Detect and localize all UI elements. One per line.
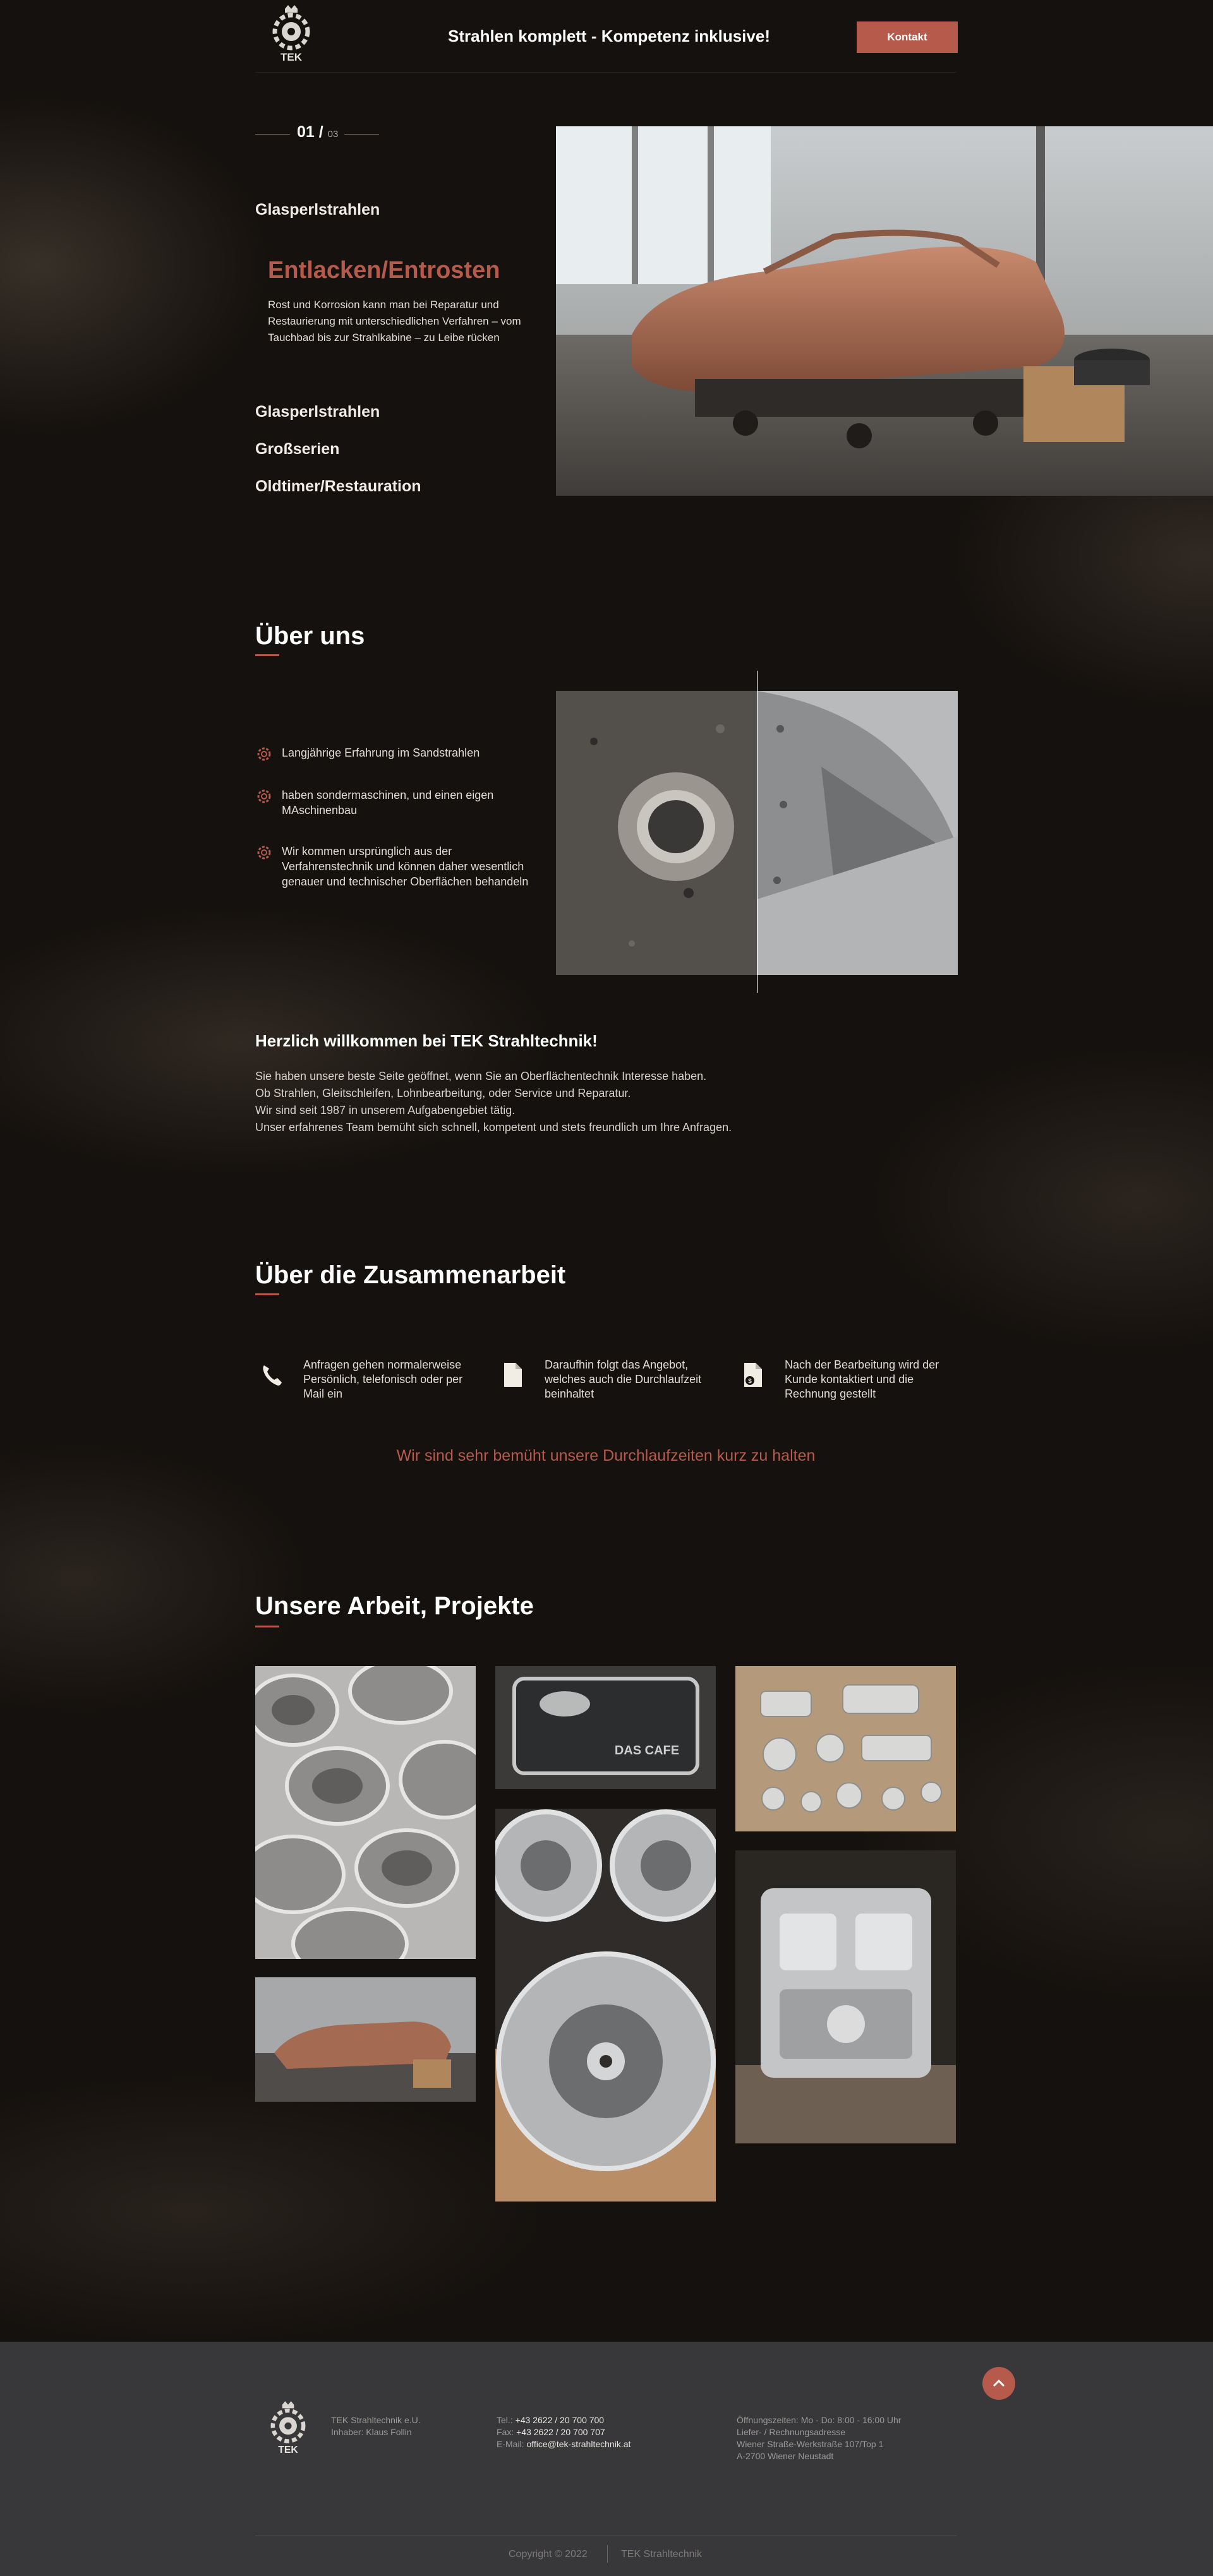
hero-item-glasperlstrahlen-2[interactable]: Glasperlstrahlen xyxy=(255,403,380,421)
invoice-icon xyxy=(742,1362,764,1388)
slide-counter-total: 03 xyxy=(327,129,339,140)
hero-item-grossserien[interactable]: Großserien xyxy=(255,440,340,458)
compare-slider-handle[interactable] xyxy=(757,671,758,993)
footer-hours: Öffnungszeiten: Mo - Do: 8:00 - 16:00 Uhr xyxy=(737,2415,902,2425)
cooperation-title: Über die Zusammenarbeit xyxy=(255,1261,566,1289)
back-to-top-button[interactable] xyxy=(982,2367,1015,2400)
project-image-car[interactable] xyxy=(255,1977,476,2102)
counter-line-right xyxy=(344,134,379,135)
project-image-wheels[interactable] xyxy=(495,1809,716,2202)
project-image-tray[interactable] xyxy=(495,1666,716,1789)
about-feature-text: haben sondermaschinen, und einen eigen MAschinenbau xyxy=(282,789,494,817)
footer-tel-value[interactable]: +43 2622 / 20 700 700 xyxy=(515,2415,605,2425)
cooperation-step-text: Daraufhin folgt das Angebot, welches auch die Durchlaufzeit beinhaltet xyxy=(545,1358,702,1400)
project-image-parts[interactable] xyxy=(255,1666,476,1959)
gear-icon xyxy=(255,844,273,861)
logo-text: TEK xyxy=(281,51,302,63)
about-title: Über uns xyxy=(255,622,365,650)
phone-icon xyxy=(260,1362,283,1388)
footer-city: A-2700 Wiener Neustadt xyxy=(737,2451,834,2461)
footer-logo[interactable] xyxy=(263,2400,313,2457)
footer-mail-link[interactable]: office@tek-strahltechnik.at xyxy=(526,2439,631,2449)
gear-icon xyxy=(255,788,273,805)
cooperation-note: Wir sind sehr bemüht unsere Durchlaufzeiten kurz zu halten xyxy=(396,1447,816,1465)
about-feature-text: Langjährige Erfahrung im Sandstrahlen xyxy=(282,746,480,759)
tek-logo[interactable] xyxy=(264,4,318,64)
header-tagline: Strahlen komplett - Kompetenz inklusive! xyxy=(448,27,770,45)
slide-counter xyxy=(297,123,338,141)
footer-separator xyxy=(607,2545,608,2563)
welcome-line-2: Ob Strahlen, Gleitschleifen, Lohnbearbeitung, oder Service und Reparatur. xyxy=(255,1087,631,1099)
hero-active-title[interactable]: Entlacken/Entrosten xyxy=(268,257,500,284)
slide-counter-current: 01 / xyxy=(297,123,323,141)
chevron-up-icon xyxy=(982,2367,1015,2400)
hero-item-glasperlstrahlen[interactable]: Glasperlstrahlen xyxy=(255,201,380,219)
kontakt-button[interactable]: Kontakt xyxy=(857,21,958,53)
cooperation-title-underline xyxy=(255,1293,279,1295)
hero-item-oldtimer[interactable]: Oldtimer/Restauration xyxy=(255,477,421,495)
footer-mail xyxy=(497,2438,631,2450)
projects-title-underline xyxy=(255,1626,279,1627)
cooperation-step-text: Nach der Bearbeitung wird der Kunde kontaktiert und die Rechnung gestellt xyxy=(785,1358,939,1400)
footer-logo-text: TEK xyxy=(278,2445,298,2456)
welcome-line-4: Unser erfahrenes Team bemüht sich schnell, kompetent und stets freundlich um Ihre Anfragen. xyxy=(255,1121,732,1134)
project-image-engine-parts[interactable] xyxy=(735,1666,956,1831)
svg-text:$: $ xyxy=(748,1378,752,1385)
footer-copyright: Copyright © 2022 xyxy=(509,2549,588,2560)
welcome-line-1: Sie haben unsere beste Seite geöffnet, wenn Sie an Oberflächentechnik Interesse haben. xyxy=(255,1070,707,1082)
footer-tel xyxy=(497,2414,604,2426)
projects-title: Unsere Arbeit, Projekte xyxy=(255,1592,534,1620)
footer-brand: TEK Strahltechnik xyxy=(621,2549,703,2560)
hero-active-text: Rost und Korrosion kann man bei Reparatur und Restaurierung mit unterschiedlichen Verfahren – vom Tauchbad bis zur Strahlkabine – zu Leibe rücken xyxy=(268,299,521,344)
footer-fax-label: Fax: xyxy=(497,2427,514,2437)
footer-company: TEK Strahltechnik e.U. xyxy=(331,2415,421,2425)
document-icon xyxy=(502,1362,524,1388)
site-header xyxy=(255,0,957,73)
counter-line-left xyxy=(255,134,290,135)
site-footer xyxy=(0,2342,1213,2576)
footer-tel-label: Tel.: xyxy=(497,2415,513,2425)
about-title-underline xyxy=(255,654,279,656)
footer-street: Wiener Straße-Werkstraße 107/Top 1 xyxy=(737,2439,884,2449)
footer-owner: Inhaber: Klaus Follin xyxy=(331,2427,412,2437)
cooperation-step-text: Anfragen gehen normalerweise Persönlich, telefonisch oder per Mail ein xyxy=(303,1358,463,1400)
footer-fax-value: +43 2622 / 20 700 707 xyxy=(516,2427,605,2437)
project-image-engine[interactable] xyxy=(735,1850,956,2143)
footer-fax xyxy=(497,2426,605,2438)
welcome-title: Herzlich willkommen bei TEK Strahltechnik! xyxy=(255,1031,598,1050)
footer-address-label: Liefer- / Rechnungsadresse xyxy=(737,2427,845,2437)
about-feature-text: Wir kommen ursprünglich aus der Verfahrenstechnik und können daher wesentlich genauer und technischer Oberflächen behandeln xyxy=(282,845,529,888)
gear-icon xyxy=(255,745,273,763)
footer-mail-label: E-Mail: xyxy=(497,2439,524,2449)
hero-image-car-restoration xyxy=(556,126,1213,496)
tray-text: DAS CAFE xyxy=(614,1744,680,1758)
welcome-line-3: Wir sind seit 1987 in unserem Aufgabengebiet tätig. xyxy=(255,1104,516,1117)
